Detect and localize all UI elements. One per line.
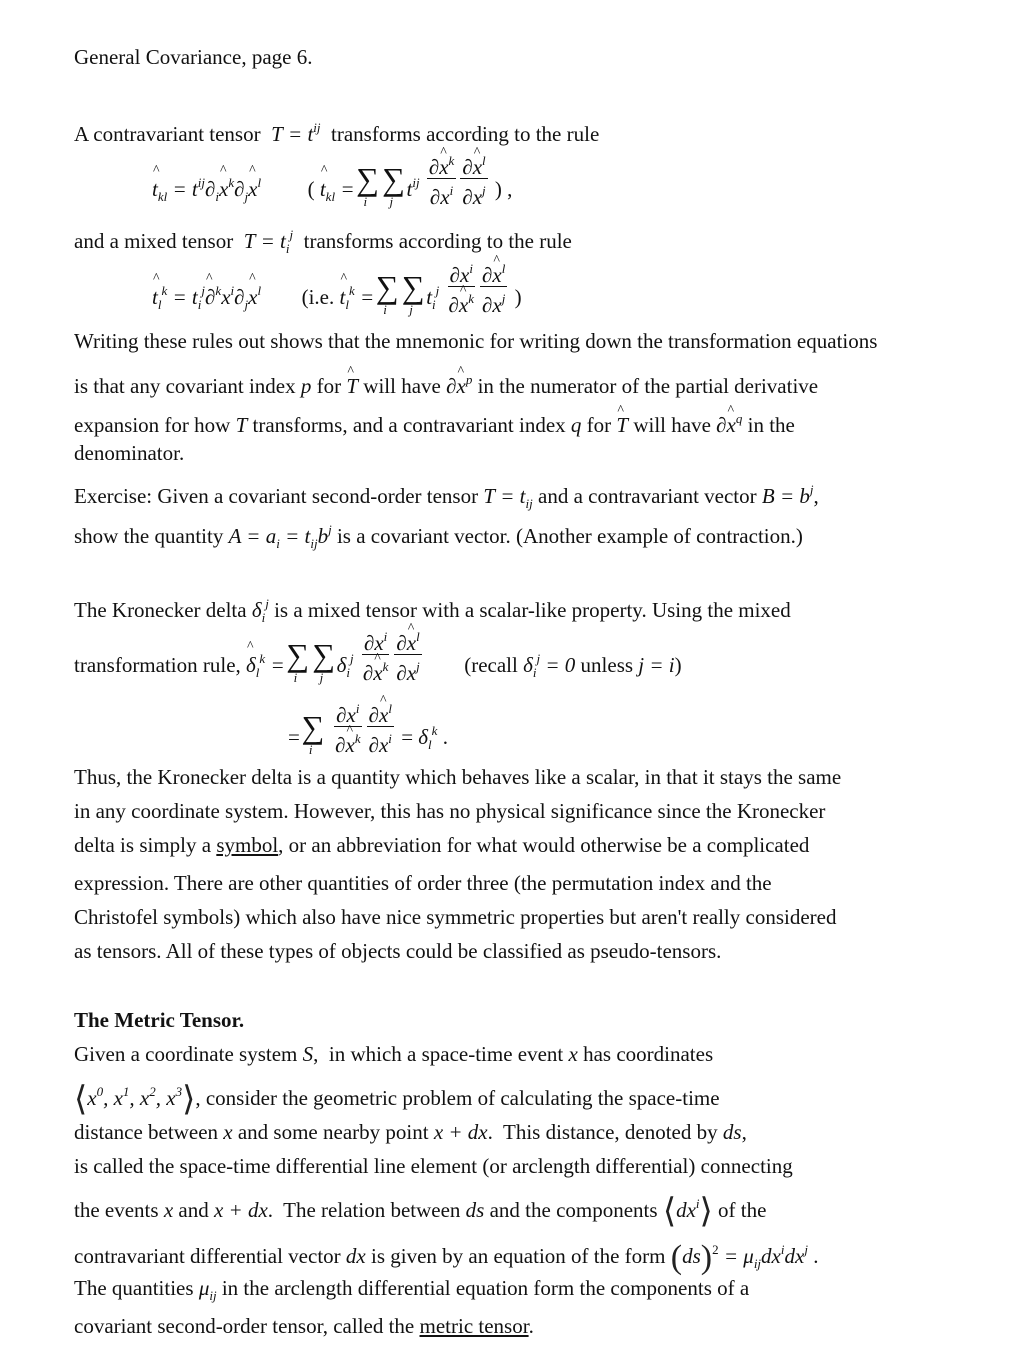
text-span: in the xyxy=(747,413,795,437)
text-line: distance between x and some nearby point x + dx. This distance, denoted by ds, xyxy=(74,1120,747,1144)
math-inline: $T = t^{ij}$ xyxy=(265,120,321,146)
text-line: in any coordinate system. However, this has no physical significance since the Kronecker xyxy=(74,799,826,823)
math-inline: x xyxy=(163,1198,174,1222)
math-inline: ^ T xyxy=(616,412,628,438)
text-line xyxy=(74,1313,534,1339)
text-span: will have xyxy=(363,374,441,398)
text-line: expression. There are other quantities of order three (the permutation index and the xyxy=(74,871,772,895)
text-line xyxy=(74,832,809,858)
text-span: , or an abbreviation for what would otherwise be a complicated xyxy=(278,833,810,857)
text-span: in which a space-time event xyxy=(328,1042,564,1066)
math-inline: x xyxy=(568,1042,578,1066)
equation-kronecker-result: =∑ i $\frac{\partial x^i}{\partial\^{} x^k}$ $\frac{\partial\^{} x^l}{\partial x^i}$ = $\delta_l^k$ . xyxy=(288,698,448,757)
equation-kronecker: transformation rule, ^ $\delta_l^k$ =∑ i ∑ j $\delta_i^j$ $\frac{\partial x^i}{\partial\^{} x^k}$ $\frac{\partial\^{} x^l}{\partial x^j}$ (recall $\delta_i^j = 0$ unless j = i) xyxy=(74,626,682,685)
text-line: is called the space-time differential line element (or arclength differential) connecting xyxy=(74,1154,793,1178)
math-inline: ds xyxy=(465,1198,485,1222)
text-span: unless xyxy=(580,653,634,678)
text-span: is a mixed tensor with a scalar-like property. Using the mixed xyxy=(274,598,791,622)
text-span: The Kronecker delta xyxy=(74,598,247,622)
math-inline: ∂^ $x^q$ xyxy=(716,413,742,437)
text-span: transforms, and a contravariant index xyxy=(252,413,566,437)
math-inline: dx xyxy=(345,1244,366,1268)
math-inline: p xyxy=(300,374,312,398)
text-span: metric tensor xyxy=(419,1314,529,1338)
text-line: as tensors. All of these types of objects could be classified as pseudo-tensors. xyxy=(74,939,722,963)
text-span: for xyxy=(586,413,612,437)
section-title: The Metric Tensor. xyxy=(74,1008,245,1032)
text-span: in the arclength differential equation form the components of a xyxy=(221,1276,750,1300)
text-span: Given a coordinate system xyxy=(74,1042,298,1066)
math-inline: $T = t_i^j$ xyxy=(238,227,294,256)
text-span: consider the geometric problem of calculating the space-time xyxy=(205,1086,720,1110)
text-span: Exercise: Given a covariant second-order tensor xyxy=(74,484,479,508)
text-line xyxy=(74,115,599,147)
text-span: expansion for how xyxy=(74,413,231,437)
text-line: $⟨x^0$, $x^1$, $x^2$, $x^3⟩$, consider the geometric problem of calculating the space-time xyxy=(74,1081,720,1118)
text-line: Thus, the Kronecker delta is a quantity which behaves like a scalar, in that it stays the same xyxy=(74,765,842,789)
math-inline: $A = a_i = t_{ij}b^j$ xyxy=(228,522,332,551)
text-line xyxy=(74,367,818,399)
text-line: contravariant differential vector dx is given by an equation of the form $(ds)^2 = \mu_{ij}dx^idx^j$ . xyxy=(74,1239,819,1276)
text-span: distance between xyxy=(74,1120,219,1144)
text-line xyxy=(74,406,795,438)
math-inline: x + dx xyxy=(433,1120,488,1144)
text-span: in the numerator of the partial derivative xyxy=(477,374,819,398)
text-span: of the xyxy=(718,1198,767,1222)
math-inline: ∂^ $x^p$ xyxy=(446,374,472,398)
text-span: The quantities xyxy=(74,1276,194,1300)
text-line xyxy=(74,1275,749,1309)
text-line: the events x and x + dx. The relation between ds and the components $⟨dx^i⟩$ of the xyxy=(74,1193,767,1230)
text-span: and the components xyxy=(489,1198,658,1222)
math-inline: x + dx xyxy=(213,1198,268,1222)
math-inline: $T = t_{ij}$ xyxy=(483,484,533,511)
text-span: is given by an equation of the form xyxy=(370,1244,666,1268)
text-span: transforms according to the rule xyxy=(331,122,600,146)
text-span: This distance, denoted by xyxy=(503,1120,718,1144)
math-inline: ^ T xyxy=(346,373,358,399)
text-line: denominator. xyxy=(74,441,185,465)
text-span: delta is simply a xyxy=(74,833,212,857)
text-line xyxy=(74,591,791,631)
math-inline: q xyxy=(570,413,582,437)
text-span: is that any covariant index xyxy=(74,374,296,398)
text-span: the events xyxy=(74,1198,159,1222)
text-span: (i.e. xyxy=(301,285,335,310)
equation-contravariant: ^ $t_{kl}$ = $t^{ij}\partial_i\^{}$ $x^k\partial_j\^{}$ $x^l$ ( ^ $t_{kl}$ =∑ i ∑ j $t^{ij}$ $\frac{\partial\^{} x^k}{\partial x^i}$ $\frac{\partial\^{} x^l}{\partial x^j}$ ) , xyxy=(152,150,512,209)
equation-mixed: ^ $t_l^k$ = $t_i^j\^{}$ $\partial^kx^i\partial_j\^{}$ $x^l$ (i.e. ^ $t_l^k$ =∑ i ∑ j $t_i^j$ $\frac{\partial x^i}{\partial\^{} x^k}$ $\frac{\partial\^{} x^l}{\partial x^j}$ ) xyxy=(152,258,522,317)
math-inline: x xyxy=(223,1120,233,1144)
text-span: contravariant differential vector xyxy=(74,1244,341,1268)
text-span: . xyxy=(528,1314,534,1338)
math-inline: $\mu_{ij}$ xyxy=(198,1276,217,1303)
text-span: will have xyxy=(633,413,711,437)
math-inline: ds xyxy=(722,1120,742,1144)
text-line: Exercise: Given a covariant second-order tensor $T = t_{ij}$ and a contravariant vector $B = b^j$, xyxy=(74,482,819,511)
text-span: (recall xyxy=(464,653,518,678)
text-line: Given a coordinate system S, in which a space-time event x has coordinates xyxy=(74,1042,714,1066)
text-span: has coordinates xyxy=(583,1042,714,1066)
math-inline: $B = b^j$ xyxy=(761,482,814,508)
math-inline: T xyxy=(235,413,248,437)
text-span: and some nearby point xyxy=(237,1120,429,1144)
text-span: A contravariant tensor xyxy=(74,122,261,146)
math-inline: $(ds)^2 = \mu_{ij}dx^idx^j$ xyxy=(670,1239,808,1276)
text-line: Christofel symbols) which also have nice symmetric properties but aren't really considered xyxy=(74,905,837,929)
text-span: and a mixed tensor xyxy=(74,229,234,253)
text-span: The relation between xyxy=(283,1198,461,1222)
text-span: for xyxy=(316,374,342,398)
math-inline: $\delta_i^j$ xyxy=(251,596,269,625)
text-span: and a contravariant vector xyxy=(538,484,757,508)
text-span: is a covariant vector. (Another example of contraction.) xyxy=(336,524,803,548)
text-span: symbol xyxy=(216,833,279,857)
text-line: Writing these rules out shows that the mnemonic for writing down the transformation equations xyxy=(74,329,878,353)
text-span: show the quantity xyxy=(74,524,224,548)
text-line xyxy=(74,517,803,557)
text-span: transforms according to the rule xyxy=(303,229,572,253)
math-inline: S xyxy=(302,1042,314,1066)
text-span: covariant second-order tensor, called the xyxy=(74,1314,415,1338)
page-header: General Covariance, page 6. xyxy=(74,45,313,69)
text-span: and xyxy=(178,1198,209,1222)
text-span: transformation rule, xyxy=(74,653,241,678)
